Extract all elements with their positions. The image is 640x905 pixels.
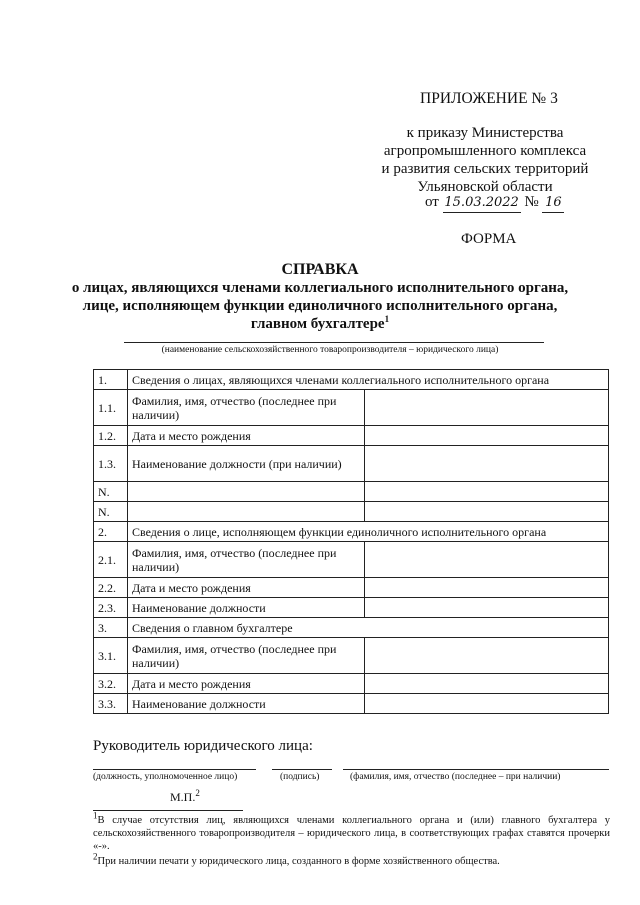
row-number: 3. [94,618,128,638]
field-label: Дата и место рождения [128,578,365,598]
field-label [128,482,365,502]
date-prefix: от [425,194,439,210]
field-value-cell[interactable] [365,674,609,694]
field-label [128,502,365,522]
field-value-cell[interactable] [365,542,609,578]
subtitle-line: о лицах, являющихся членами коллегиального исполнительного органа, [71,280,569,296]
section-heading: Сведения о лицах, являющихся членами коллегиального исполнительного органа [128,370,609,390]
footnote-mark: 1 [384,314,390,324]
footnote-mark: 1 [93,810,98,821]
signature-caption: (подпись) [280,772,320,782]
order-line: агропромышленного комплекса [383,143,587,159]
section-heading: Сведения о лице, исполняющем функции единоличного исполнительного органа [128,522,609,542]
appendix-label: ПРИЛОЖЕНИЕ № 3 [420,90,558,107]
row-number: 1.2. [94,426,128,446]
footnote-separator [93,810,243,811]
table-row [94,674,609,694]
footnote-mark: 2 [195,788,200,798]
order-date-number [425,193,605,213]
stamp-label: М.П. [170,790,196,804]
row-number: 3.2. [94,674,128,694]
stamp-place [170,790,200,805]
document-title: СПРАВКА [281,261,359,278]
field-label: Наименование должности [128,694,365,714]
field-label: Наименование должности (при наличии) [128,446,365,482]
field-value-cell[interactable] [365,694,609,714]
table-row [94,578,609,598]
position-line[interactable] [93,769,256,770]
name-caption: (фамилия, имя, отчество (последнее – при наличии) [350,772,561,782]
field-label: Дата и место рождения [128,426,365,446]
table-row [94,426,609,446]
table-row [94,694,609,714]
section-heading: Сведения о главном бухгалтере [128,618,609,638]
table-row [94,542,609,578]
number-prefix: № [524,194,539,210]
table-row [94,618,609,638]
row-number: 1.3. [94,446,128,482]
info-table [93,369,609,714]
subtitle-line: лице, исполняющем функции единоличного исполнительного органа, [82,298,558,314]
footnote-text: В случае отсутствия лиц, являющихся членами коллегиального органа и (или) главного бухгалтера у сельскохозяйственного товаропроизводителя – юридического лица, в соответствующих графах ставятся прочерки «-». [93,815,610,852]
organization-caption: (наименование сельскохозяйственного товаропроизводителя – юридического лица) [161,345,499,355]
field-value-cell[interactable] [365,638,609,674]
order-line: Ульяновской области [417,179,553,195]
signature-line[interactable] [272,769,332,770]
table-row [94,370,609,390]
table-row [94,598,609,618]
field-label: Фамилия, имя, отчество (последнее при наличии) [128,390,365,426]
footnote-mark: 2 [93,851,98,862]
field-label: Фамилия, имя, отчество (последнее при наличии) [128,542,365,578]
document-subtitle [60,279,580,333]
field-label: Фамилия, имя, отчество (последнее при наличии) [128,638,365,674]
position-caption: (должность, уполномоченное лицо) [93,772,238,782]
field-value-cell[interactable] [365,426,609,446]
field-label: Дата и место рождения [128,674,365,694]
field-value-cell[interactable] [365,482,609,502]
field-label: Наименование должности [128,598,365,618]
signature-heading: Руководитель юридического лица: [93,738,313,754]
field-value-cell[interactable] [365,578,609,598]
row-number: 1. [94,370,128,390]
subtitle-line: главном бухгалтере [250,316,385,332]
organization-name-line [124,342,544,343]
row-number: 2. [94,522,128,542]
order-line: к приказу Министерства [406,125,564,141]
row-number: 3.3. [94,694,128,714]
table-row [94,638,609,674]
table-row [94,502,609,522]
field-value-cell[interactable] [365,502,609,522]
row-number: 3.1. [94,638,128,674]
order-reference [370,124,600,196]
row-number: N. [94,502,128,522]
footnote-1 [93,810,610,853]
table-row [94,522,609,542]
row-number: 2.3. [94,598,128,618]
field-value-cell[interactable] [365,390,609,426]
table-row [94,390,609,426]
subtitle-line-with-mark [60,315,580,333]
field-value-cell[interactable] [365,446,609,482]
order-line: и развития сельских территорий [381,161,589,177]
table-row [94,482,609,502]
row-number: 2.2. [94,578,128,598]
form-label: ФОРМА [461,231,517,247]
footnote-2 [93,851,610,868]
order-number: 16 [542,194,564,213]
order-date: 15.03.2022 [443,194,521,213]
field-value-cell[interactable] [365,598,609,618]
name-line[interactable] [343,769,609,770]
row-number: N. [94,482,128,502]
row-number: 1.1. [94,390,128,426]
row-number: 2.1. [94,542,128,578]
footnote-text: При наличии печати у юридического лица, созданного в форме хозяйственного общества. [97,856,500,867]
table-row [94,446,609,482]
